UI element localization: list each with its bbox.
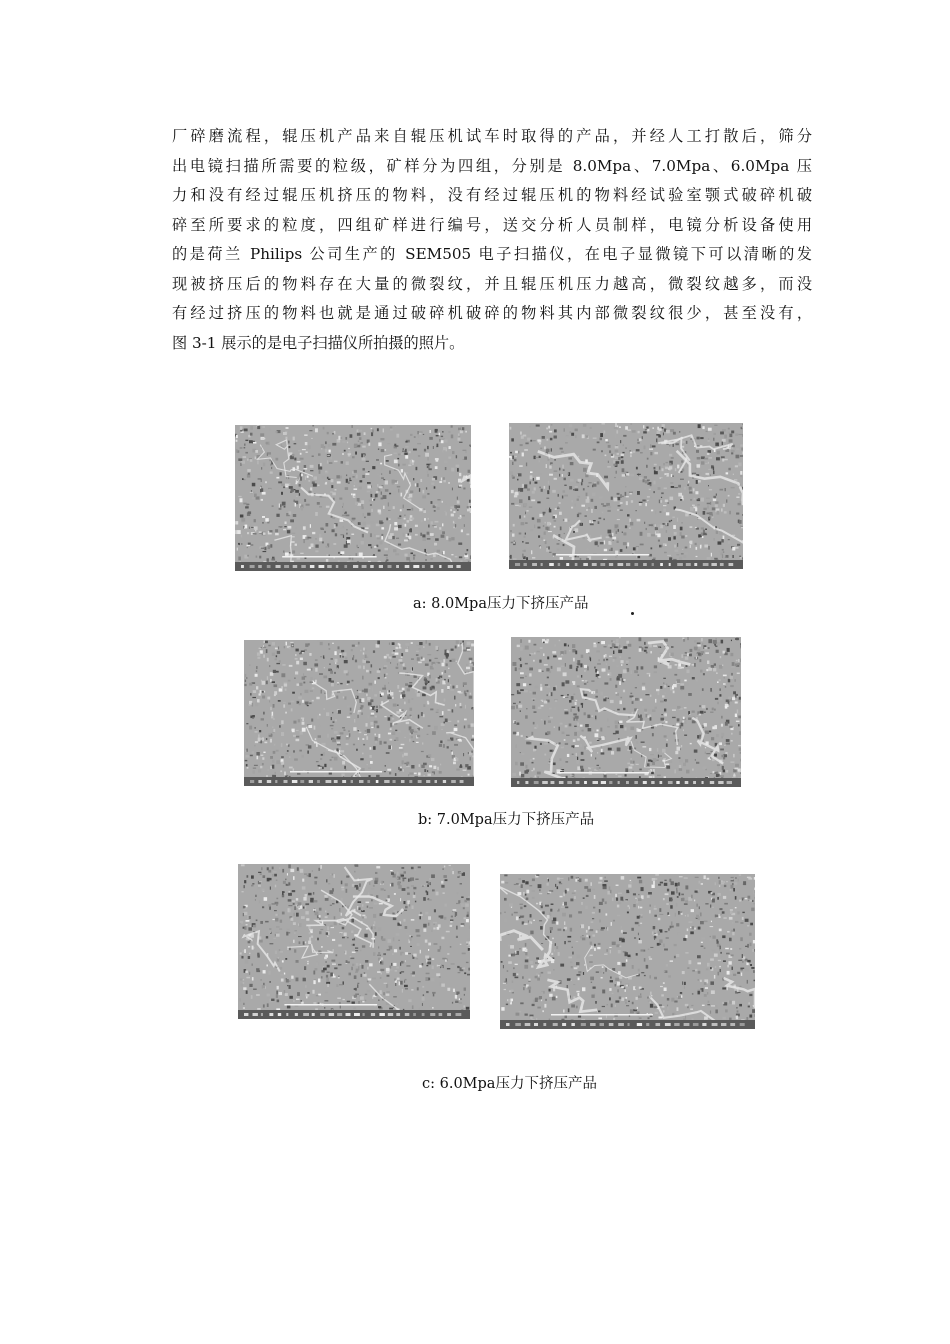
sem-photo-b-right-graphic [511, 637, 741, 787]
paragraph-line: 力和没有经过辊压机挤压的物料，没有经过辊压机的物料经试验室颚式破碎机破 [172, 186, 812, 204]
sem-photo-a-right-graphic [509, 423, 743, 569]
figure-caption-a: a: 8.0Mpa压力下挤压产品 [413, 596, 589, 612]
paragraph-line: 现被挤压后的物料存在大量的微裂纹，并且辊压机压力越高，微裂纹越多，而没 [172, 274, 812, 293]
paragraph-line: 有经过挤压的物料也就是通过破碎机破碎的物料其内部微裂纹很少，甚至没有， [172, 304, 812, 322]
body-paragraph [172, 122, 812, 358]
paragraph-line: 厂碎磨流程，辊压机产品来自辊压机试车时取得的产品，并经人工打散后，筛分 [172, 127, 812, 145]
sem-photo-a-left [235, 425, 471, 571]
figure-caption-c: c: 6.0Mpa压力下挤压产品 [422, 1076, 597, 1092]
sem-photo-b-left-graphic [244, 640, 474, 786]
figure-caption-b: b: 7.0Mpa压力下挤压产品 [418, 812, 595, 828]
sem-photo-c-left-graphic [238, 864, 470, 1019]
paragraph-line: 碎至所要求的粒度，四组矿样进行编号，送交分析人员制样，电镜分析设备使用 [172, 215, 812, 234]
sem-photo-a-right [509, 423, 743, 569]
sem-photo-c-right [500, 874, 755, 1029]
sem-photo-a-left-graphic [235, 425, 471, 571]
stray-mark [631, 612, 634, 615]
sem-photo-c-right-graphic [500, 874, 755, 1029]
paragraph-line: 图 3-1 展示的是电子扫描仪所拍摄的照片。 [172, 333, 465, 352]
paragraph-line: 的是荷兰 Philips 公司生产的 SEM505 电子扫描仪，在电子显微镜下可以清晰的发 [172, 245, 812, 263]
sem-photo-b-right [511, 637, 741, 787]
sem-photo-c-left [238, 864, 470, 1019]
sem-photo-b-left [244, 640, 474, 786]
paragraph-line: 出电镜扫描所需要的粒级，矿样分为四组，分别是 8.0Mpa、7.0Mpa、6.0Mpa 压 [172, 156, 812, 175]
